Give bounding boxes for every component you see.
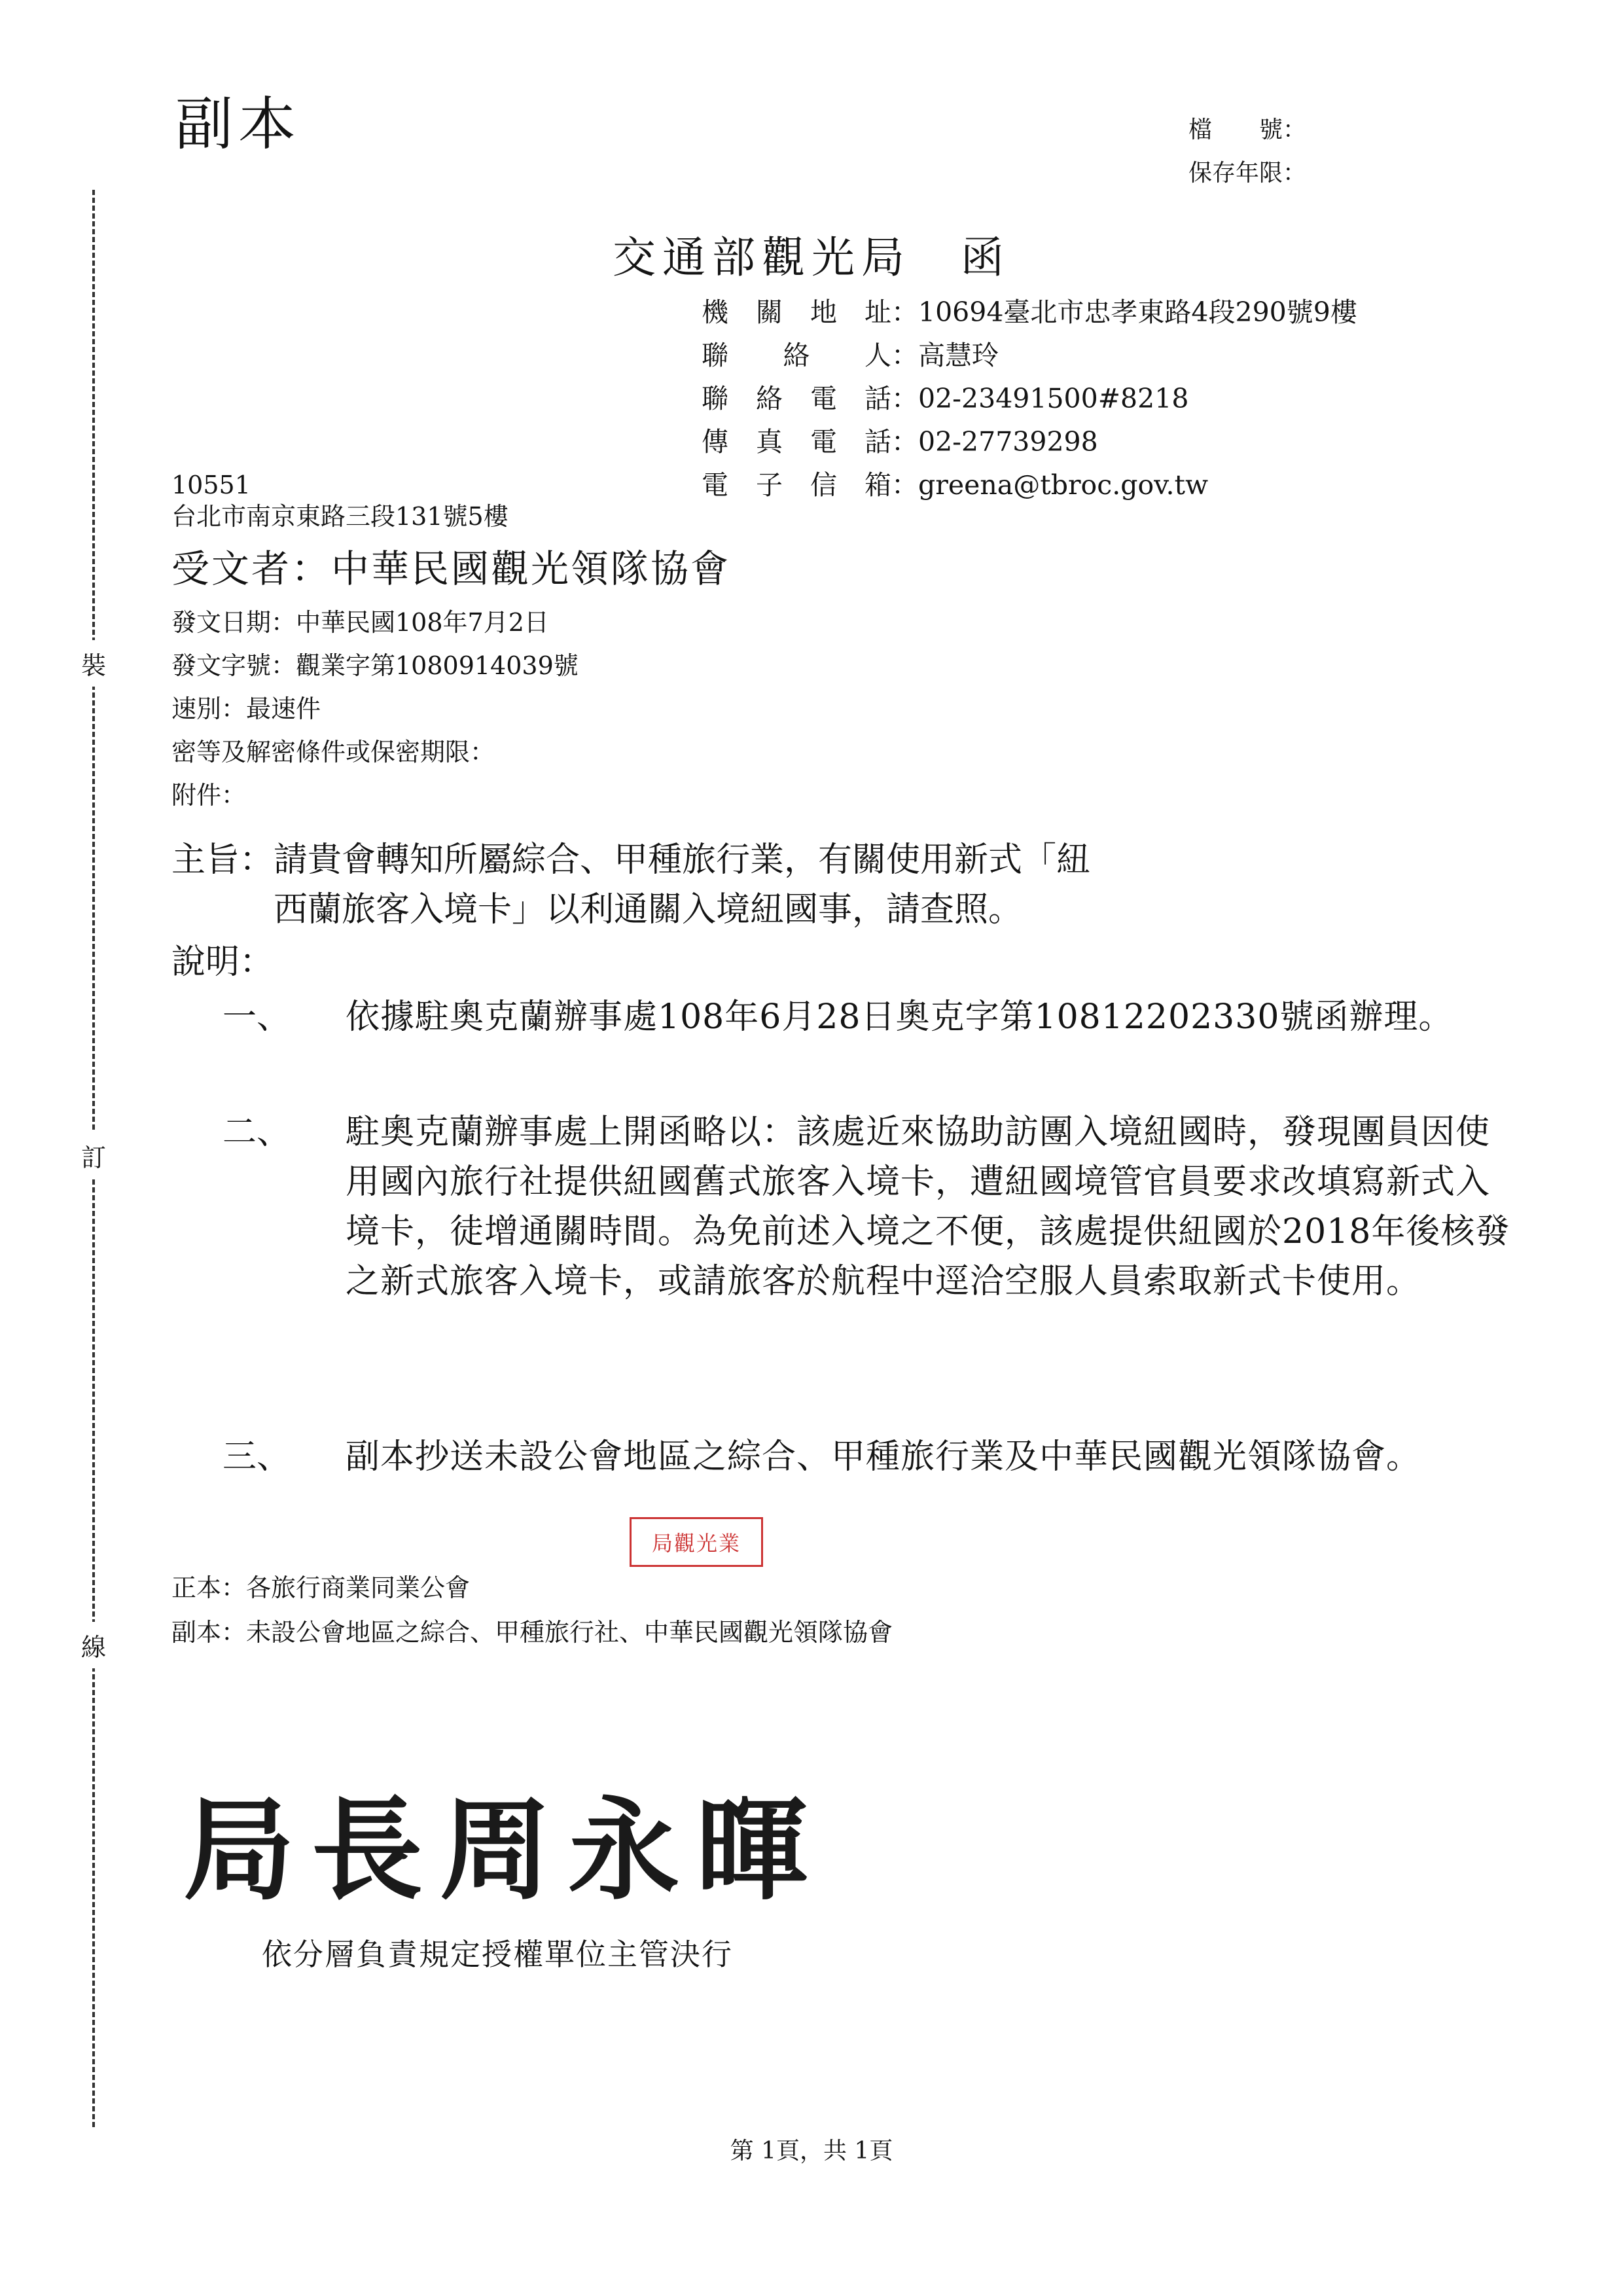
- item-number: 二、: [223, 1113, 291, 1152]
- info-label: 聯絡電話: [702, 383, 891, 414]
- original-distribution: 正本：各旅行商業同業公會: [171, 1573, 471, 1602]
- issue-date: 發文日期：中華民國108年7月2日: [171, 608, 549, 637]
- page-footer: 第 1頁，共 1頁: [730, 2138, 893, 2164]
- binding-mark-ding: 訂: [81, 1132, 106, 1179]
- urgency: 速別：最速件: [171, 694, 321, 723]
- file-number-label: 檔 號：: [1188, 117, 1306, 143]
- item-text: 依據駐奧克蘭辦事處108年6月28日奧克字第10812202330號函辦理。: [346, 997, 1454, 1037]
- document-meta: [171, 601, 579, 817]
- item-text: 駐奧克蘭辦事處上開函略以：該處近來協助訪團入境紐國時，發現團員因使用國內旅行社提供紐國舊式旅客入境卡，遭紐國境管官員要求改填寫新式入境卡，徒增通關時間。為免前述入境之不便，該處提供紐國於2018年後核發之新式旅客入境卡，或請旅客於航程中逕洽空服人員索取新式卡使用。: [346, 1113, 1510, 1301]
- explanation-item: [223, 1432, 1518, 1537]
- binding-mark-zhuang: 裝: [81, 640, 106, 687]
- info-label: 機關地址: [702, 296, 891, 328]
- recipient-postal-code: 10551: [171, 471, 251, 499]
- explanation-item: [223, 992, 1518, 1097]
- info-label: 傳真電話: [702, 426, 891, 457]
- delegation-note: 依分層負責規定授權單位主管決行: [262, 1937, 733, 1972]
- copy-tag: 副本: [175, 90, 302, 158]
- sender-phone-row: [702, 377, 1357, 420]
- sender-contact-row: [702, 334, 1357, 377]
- document-number: 發文字號：觀業字第1080914039號: [171, 651, 579, 680]
- info-value: ：高慧玲: [891, 340, 999, 371]
- explanation-item: [223, 1107, 1518, 1461]
- binding-mark-xian: 線: [81, 1622, 106, 1668]
- office-seal-stamp: 局觀光業: [630, 1517, 763, 1567]
- director-signature: 局長周永暉: [183, 1785, 825, 1916]
- item-number: 三、: [223, 1437, 291, 1477]
- subject-line-1: 主旨：請貴會轉知所屬綜合、甲種旅行業，有關使用新式「紐: [171, 840, 1091, 880]
- explanation-label: 說明：: [171, 942, 274, 982]
- confidentiality: 密等及解密條件或保密期限：: [171, 738, 495, 766]
- subject-line-2: 西蘭旅客入境卡」以利通關入境紐國事，請查照。: [171, 890, 1023, 929]
- sender-info: [702, 291, 1357, 507]
- retention-label: 保存年限：: [1188, 160, 1306, 187]
- sender-fax-row: [702, 420, 1357, 463]
- recipient-street-address: 台北市南京東路三段131號5樓: [171, 502, 508, 531]
- info-value: ：02-23491500#8218: [891, 383, 1189, 414]
- sender-email-row: [702, 463, 1357, 507]
- recipient-line: 受文者：中華民國觀光領隊協會: [171, 547, 731, 591]
- item-number: 一、: [223, 997, 291, 1037]
- info-value: ：10694臺北市忠孝東路4段290號9樓: [891, 296, 1357, 328]
- info-label: 聯絡人: [702, 340, 891, 371]
- attachments: 附件：: [171, 781, 247, 810]
- info-value: ：greena@tbroc.gov.tw: [891, 469, 1209, 501]
- item-text: 副本抄送未設公會地區之綜合、甲種旅行業及中華民國觀光領隊協會。: [346, 1437, 1421, 1477]
- sender-address-row: [702, 291, 1357, 334]
- copy-distribution: 副本：未設公會地區之綜合、甲種旅行社、中華民國觀光領隊協會: [171, 1618, 893, 1647]
- subject: [171, 835, 1090, 935]
- info-value: ：02-27739298: [891, 426, 1098, 457]
- document-title: 交通部觀光局 函: [613, 232, 1010, 283]
- info-label: 電子信箱: [702, 469, 891, 501]
